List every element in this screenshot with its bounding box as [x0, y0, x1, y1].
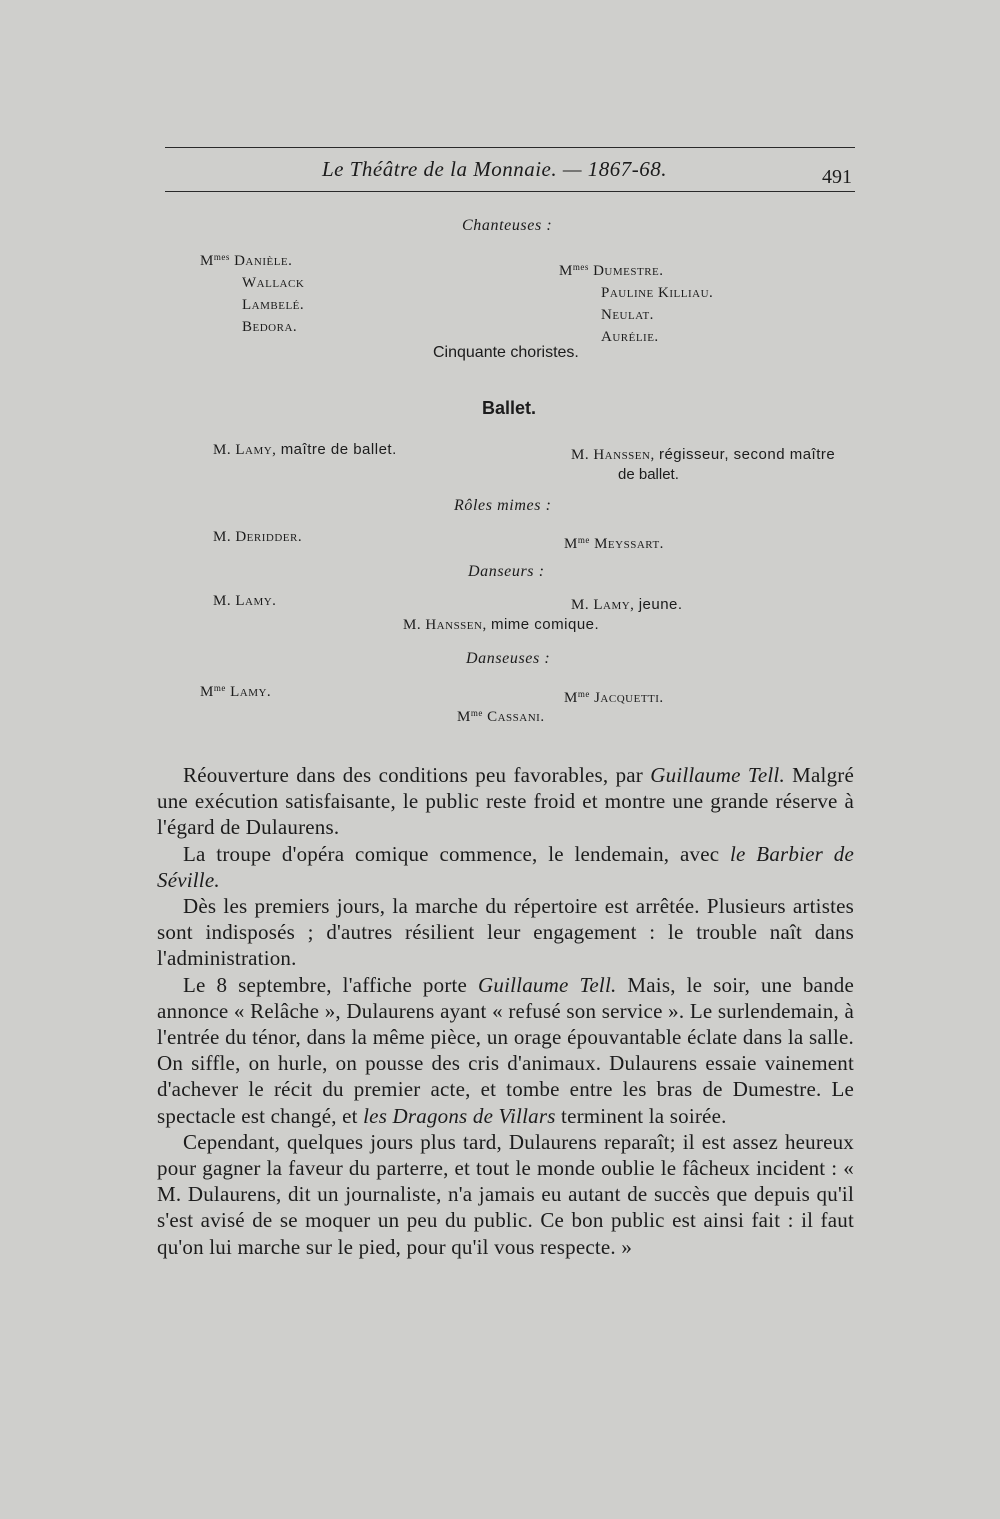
chanteuses-right-list [559, 256, 713, 348]
paragraph-text: Réouverture dans des conditions peu favorables, par [183, 763, 651, 787]
title-prefix: M [200, 684, 214, 700]
paragraph-text: La troupe d'opéra comique commence, le lendemain, avec [183, 841, 730, 866]
title-prefix: M. [213, 529, 232, 545]
cast-name: Lamy, [235, 442, 277, 458]
title-suffix: me [577, 535, 590, 545]
danseuses-left-entry [200, 677, 271, 703]
cast-role: mime comique. [490, 616, 600, 633]
cast-entry [559, 326, 713, 348]
paragraph-text: Le 8 septembre, l'affiche porte [183, 972, 479, 997]
cast-name: Aurélie. [601, 329, 659, 345]
paragraph-text: Malgré une exécution satisfaisante, le public reste froid et montre une grande réserve à l'égard de Dulaurens. [157, 763, 854, 840]
danseuses-right-entry [564, 683, 664, 709]
cast-entry [200, 246, 304, 272]
cast-role: jeune. [638, 596, 683, 613]
paragraph-5 [157, 1129, 854, 1260]
title-suffix: me [470, 708, 483, 718]
cast-name: Lamy, [593, 597, 635, 613]
title-prefix: M [200, 253, 214, 269]
danseurs-right-entry [571, 594, 683, 616]
ballet-right-role-cont: de ballet. [618, 466, 679, 483]
cast-name: Hanssen, [425, 617, 487, 633]
title-prefix: M. [213, 442, 232, 458]
italic-title: Guillaume Tell. [650, 763, 785, 787]
ballet-right-entry [571, 444, 835, 466]
cast-name: Danièle. [234, 253, 293, 269]
cast-role: régisseur, second maître [658, 446, 836, 463]
title-prefix: M. [571, 597, 590, 613]
title-suffix: me [577, 689, 590, 699]
cast-name: Deridder. [235, 529, 303, 545]
danseurs-left-entry [213, 590, 276, 612]
paragraph-3 [157, 893, 854, 972]
paragraph-text: terminent la soirée. [555, 1103, 727, 1128]
title-prefix: M [564, 690, 578, 706]
ballet-heading: Ballet. [482, 398, 537, 418]
italic-title: Guillaume Tell. [478, 972, 617, 997]
cast-entry [559, 256, 713, 282]
cast-name: Wallack [242, 275, 305, 291]
running-header-title: Le Théâtre de la Monnaie. — 1867-68. [322, 157, 668, 181]
paragraph-2 [157, 841, 854, 893]
cast-name: Lambelé. [242, 297, 305, 313]
title-prefix: M. [213, 593, 232, 609]
cast-name: Neulat. [601, 307, 654, 323]
title-prefix: M. [571, 447, 590, 463]
title-prefix: M [559, 263, 573, 279]
title-suffix: mes [572, 262, 589, 272]
italic-title: le Barbier de Séville. [157, 841, 855, 892]
cast-name: Jacquetti. [594, 690, 664, 706]
body-text [157, 762, 854, 1260]
paragraph-text: Cependant, quelques jours plus tard, Dulaurens reparaît; il est assez heureux pour gagner la faveur du parterre, et tout le monde oublie le fâcheux incident : « M. Dulaurens, dit un journaliste, n'a jamais eu autant de succès que depuis qu'il s'est avisé de se moquer un peu du public. Ce bon public est ainsi fait : il faut qu'on lui marche sur le pied, pour qu'il vous respecte. » [157, 1129, 854, 1259]
cast-name: Lamy. [230, 684, 272, 700]
header-bottom-rule [165, 191, 855, 192]
cast-name: Pauline Killiau. [601, 285, 714, 301]
cast-name: Meyssart. [594, 536, 664, 552]
cast-entry [200, 272, 304, 294]
cast-entry [200, 294, 304, 316]
cast-name: Bedora. [242, 319, 298, 335]
roles-mimes-right-entry [564, 529, 664, 555]
cast-role: maître de ballet. [280, 441, 397, 458]
roles-mimes-label: Rôles mimes : [454, 497, 552, 514]
roles-mimes-left-entry [213, 526, 302, 548]
paragraph-text: Dès les premiers jours, la marche du répertoire est arrêtée. Plusieurs artistes sont indisposés ; d'autres résilient leur engagement : le trouble naît dans l'administration. [157, 894, 854, 971]
italic-title: les Dragons de Villars [363, 1103, 556, 1128]
title-prefix: M [564, 536, 578, 552]
cast-name: Lamy. [235, 593, 277, 609]
chorus-line: Cinquante choristes. [433, 344, 579, 361]
cast-name: Cassani. [487, 709, 545, 725]
danseuses-label: Danseuses : [466, 650, 551, 667]
cast-entry [559, 282, 713, 304]
paragraph-text: Mais, le soir, une bande annonce « Relâche », Dulaurens ayant « refusé son service ». Le surlendemain, à l'entrée du ténor, dans la même pièce, un orage épouvantable éclate dans la salle. On siffle, on hurle, on pousse des cris d'animaux. Dulaurens essaie vainement d'achever le récit du premier acte, et tombe entre les bras de Dumestre. Le spectacle est changé, et [157, 972, 855, 1128]
danseuses-center-entry [457, 702, 545, 728]
cast-entry [200, 316, 304, 338]
title-prefix: M. [403, 617, 422, 633]
paragraph-1 [157, 762, 854, 841]
header-top-rule [165, 147, 855, 148]
title-suffix: mes [213, 252, 230, 262]
ballet-left-entry [213, 439, 397, 461]
chanteuses-label: Chanteuses : [462, 217, 553, 234]
page-number: 491 [822, 166, 852, 188]
chanteuses-left-list [200, 246, 304, 338]
paragraph-4 [157, 972, 854, 1129]
danseurs-label: Danseurs : [468, 563, 545, 580]
title-suffix: me [213, 683, 226, 693]
cast-entry [559, 304, 713, 326]
cast-name: Dumestre. [593, 263, 664, 279]
title-prefix: M [457, 709, 471, 725]
danseurs-center-entry [403, 614, 599, 636]
cast-name: Hanssen, [593, 447, 655, 463]
